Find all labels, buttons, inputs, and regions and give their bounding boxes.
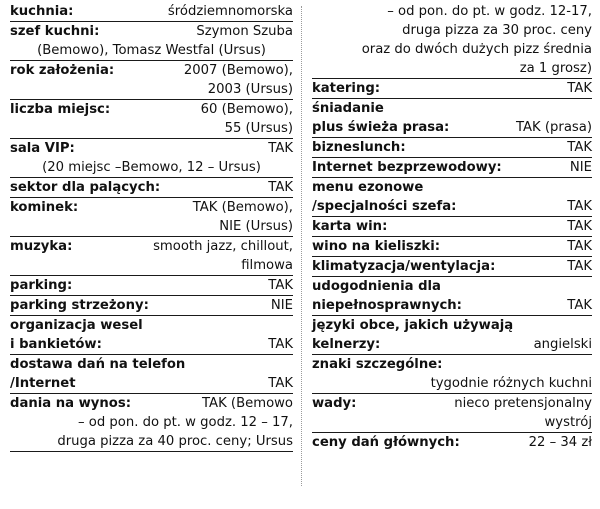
entry-label: języki obce, jakich używają [312, 318, 514, 333]
entry-value: TAK [567, 239, 592, 254]
continuation-line [312, 2, 592, 21]
label-colon: : [490, 259, 496, 274]
entry-label [312, 296, 462, 315]
entry-label [312, 158, 502, 177]
continuation-text: tygodnie różnych kuchni [430, 376, 592, 391]
info-entry [10, 178, 293, 198]
entry-value: śródziemnomorska [167, 4, 293, 19]
entry-line [312, 158, 592, 177]
entry-label [312, 237, 440, 256]
entry-label: menu ezonowe [312, 180, 424, 195]
continuation-text: wystrój [544, 415, 592, 430]
entry-line [312, 335, 592, 354]
continuation-text: oraz do dwóch dużych pizz średnia [361, 42, 592, 57]
continuation-line [312, 21, 592, 40]
entry-continuation [312, 413, 592, 432]
entry-value: TAK (Bemowo), [192, 200, 293, 215]
entry-line [10, 100, 293, 119]
continuation-text: filmowa [241, 258, 293, 273]
entry-line [312, 394, 592, 413]
label-colon: : [67, 239, 73, 254]
entry-value: TAK [567, 259, 592, 274]
entry-label [312, 138, 406, 157]
continuation-text: – od pon. do pt. w godz. 12 – 17, [78, 415, 293, 430]
label-colon: : [66, 278, 73, 293]
entry-label [10, 61, 114, 80]
entry-label [312, 355, 442, 374]
label-colon: : [451, 199, 457, 214]
label-colon: : [375, 337, 381, 352]
label-text: kelnerzy [312, 337, 375, 352]
entry-value: smooth jazz, chillout, [153, 239, 293, 254]
info-entry [10, 2, 293, 22]
label-text: sektor dla palących [10, 180, 155, 195]
entry-line [312, 257, 592, 276]
entry-label [312, 197, 456, 216]
entry-label [312, 257, 495, 276]
label-text: wady [312, 396, 352, 411]
entry-value: TAK [567, 140, 592, 155]
entry-line [312, 237, 592, 256]
entry-line [10, 316, 293, 335]
entry-line [312, 296, 592, 315]
entry-label: dostawa dań na telefon [10, 357, 186, 372]
label-colon: : [94, 24, 100, 39]
info-entry [10, 394, 293, 452]
info-entry [312, 237, 592, 257]
entry-line [10, 139, 293, 158]
entry-value: 2007 (Bemowo), [183, 63, 293, 78]
info-entry [10, 139, 293, 178]
right-column [312, 2, 592, 452]
label-text: kominek [10, 200, 73, 215]
entry-continuation [312, 374, 592, 393]
label-text: karta win [312, 219, 383, 234]
continuation-text: NIE (Ursus) [219, 219, 293, 234]
entry-line [312, 217, 592, 236]
label-colon: : [104, 102, 111, 117]
entry-continuation [10, 80, 293, 99]
label-text: katering [312, 81, 375, 96]
info-entry [312, 277, 592, 316]
label-colon: : [108, 63, 115, 78]
entry-continuation [10, 41, 293, 60]
entry-label [10, 100, 110, 119]
entry-line [10, 2, 293, 21]
label-text: Internet bezprzewodowy [312, 160, 497, 175]
entry-continuation [10, 413, 293, 432]
entry-label [10, 335, 102, 354]
entry-value: TAK [268, 180, 293, 195]
entry-value: TAK [268, 337, 293, 352]
entry-continuation [10, 158, 293, 177]
info-entry [312, 217, 592, 237]
entry-label [312, 433, 460, 452]
entry-value: TAK (Bemowo [202, 396, 293, 411]
info-entry [312, 257, 592, 277]
label-colon: : [69, 141, 75, 156]
entry-continuation [10, 256, 293, 275]
label-text: /Internet [10, 376, 76, 391]
continuation-line [312, 40, 592, 59]
continuation-text: (20 miejsc –Bemowo, 12 – Ursus) [42, 160, 261, 175]
entry-value: TAK [567, 298, 592, 313]
entry-label [312, 79, 380, 98]
entry-value: 60 (Bemowo), [200, 102, 293, 117]
info-entry [10, 100, 293, 139]
label-text: /specjalności szefa [312, 199, 452, 214]
continuation-text: 55 (Ursus) [224, 121, 293, 136]
label-colon: : [496, 160, 502, 175]
info-entry [10, 237, 293, 276]
entry-label [10, 276, 72, 295]
entry-label [10, 22, 99, 41]
entry-label [312, 394, 356, 413]
label-text: ceny dań głównych [312, 435, 455, 450]
entry-line [312, 316, 592, 335]
label-colon: : [351, 396, 357, 411]
entry-value: nieco pretensjonalny [454, 396, 592, 411]
info-entry [312, 178, 592, 217]
label-colon: : [400, 140, 406, 155]
entry-label [10, 296, 149, 315]
entry-line [10, 22, 293, 41]
label-text: kuchnia [10, 4, 69, 19]
label-colon: : [125, 396, 131, 411]
info-entry [10, 22, 293, 61]
continuation-line [312, 59, 592, 78]
entry-line [312, 178, 592, 197]
label-text: wino na kieliszki [312, 239, 435, 254]
entry-line [10, 394, 293, 413]
label-colon: : [434, 239, 440, 254]
entry-label [312, 217, 387, 236]
label-text: niepełnosprawnych [312, 298, 457, 313]
continuation-text: druga pizza za 30 proc. ceny [402, 23, 592, 38]
entry-line [10, 296, 293, 315]
label-colon: : [72, 200, 79, 215]
continuation-text: – od pon. do pt. w godz. 12-17, [387, 4, 592, 19]
entry-line [10, 178, 293, 197]
entry-label [312, 335, 380, 354]
entry-label [10, 237, 72, 256]
column-divider [301, 6, 302, 486]
entry-value: angielski [533, 337, 592, 352]
info-entry [312, 394, 592, 433]
entry-line [312, 99, 592, 118]
label-colon: : [456, 298, 462, 313]
info-entry [312, 355, 592, 394]
info-entry [312, 316, 592, 355]
label-text: liczba miejsc [10, 102, 105, 117]
entry-line [312, 197, 592, 216]
label-colon: : [374, 81, 381, 96]
entry-line [10, 335, 293, 354]
entry-line [10, 198, 293, 217]
entry-continuation [10, 217, 293, 236]
entry-value: TAK [567, 219, 592, 234]
label-text: sala VIP [10, 141, 70, 156]
info-entry [312, 433, 592, 452]
label-text: plus świeża prasa [312, 120, 445, 135]
label-text: i bankietów [10, 337, 97, 352]
label-text: parking strzeżony [10, 298, 144, 313]
entry-continuation [10, 119, 293, 138]
entry-value: TAK (prasa) [515, 120, 592, 135]
label-text: bizneslunch [312, 140, 401, 155]
entry-line [10, 276, 293, 295]
entry-value: TAK [268, 376, 293, 391]
entry-line [312, 138, 592, 157]
label-text: rok założenia [10, 63, 109, 78]
continuation-text: 2003 (Ursus) [207, 82, 293, 97]
label-text: klimatyzacja/wentylacja [312, 259, 491, 274]
label-colon: : [154, 180, 161, 195]
label-text: dania na wynos [10, 396, 126, 411]
entry-line [312, 79, 592, 98]
entry-value: TAK [567, 199, 592, 214]
label-colon: : [444, 120, 450, 135]
entry-line [10, 61, 293, 80]
entry-value: TAK [268, 278, 293, 293]
info-entry [10, 198, 293, 237]
entry-line [312, 433, 592, 452]
entry-label [10, 394, 131, 413]
entry-line [10, 374, 293, 393]
label-text: szef kuchni [10, 24, 95, 39]
info-entry [312, 138, 592, 158]
entry-line [10, 237, 293, 256]
label-colon: : [96, 337, 102, 352]
entry-label [10, 139, 75, 158]
info-entry [10, 355, 293, 394]
entry-continuation [10, 432, 293, 451]
continuation-text: druga pizza za 40 proc. ceny; Ursus [57, 434, 293, 449]
info-entry [312, 79, 592, 99]
info-entry [10, 61, 293, 100]
left-column [10, 2, 293, 452]
entry-label: śniadanie [312, 101, 384, 116]
label-colon: : [68, 4, 74, 19]
continuation-text: za 1 grosz) [519, 61, 592, 76]
entry-label [10, 2, 73, 21]
entry-label [10, 374, 76, 393]
entry-label: udogodnienia dla [312, 279, 441, 294]
entry-value: 22 – 34 zł [528, 435, 592, 450]
entry-line [10, 355, 293, 374]
entry-line [312, 118, 592, 137]
entry-value: NIE [569, 160, 592, 175]
info-entry [312, 158, 592, 178]
continuation-text: (Bemowo), Tomasz Westfal (Ursus) [37, 43, 266, 58]
entry-label [10, 178, 160, 197]
info-entry [10, 296, 293, 316]
info-entry [10, 316, 293, 355]
label-colon: : [143, 298, 149, 313]
entry-value: Szymon Szuba [196, 24, 293, 39]
label-colon: : [454, 435, 460, 450]
label-colon: : [382, 219, 388, 234]
label-colon: : [437, 357, 443, 372]
info-entry [312, 2, 592, 79]
label-text: muzyka [10, 239, 68, 254]
entry-label: organizacja wesel [10, 318, 143, 333]
label-text: parking [10, 278, 67, 293]
entry-value: NIE [270, 298, 293, 313]
entry-value: TAK [268, 141, 293, 156]
entry-value: TAK [567, 81, 592, 96]
entry-label [10, 198, 78, 217]
label-text: znaki szczególne [312, 357, 438, 372]
entry-line [312, 355, 592, 374]
entry-line [312, 277, 592, 296]
info-entry [312, 99, 592, 138]
info-entry [10, 276, 293, 296]
entry-label [312, 118, 449, 137]
